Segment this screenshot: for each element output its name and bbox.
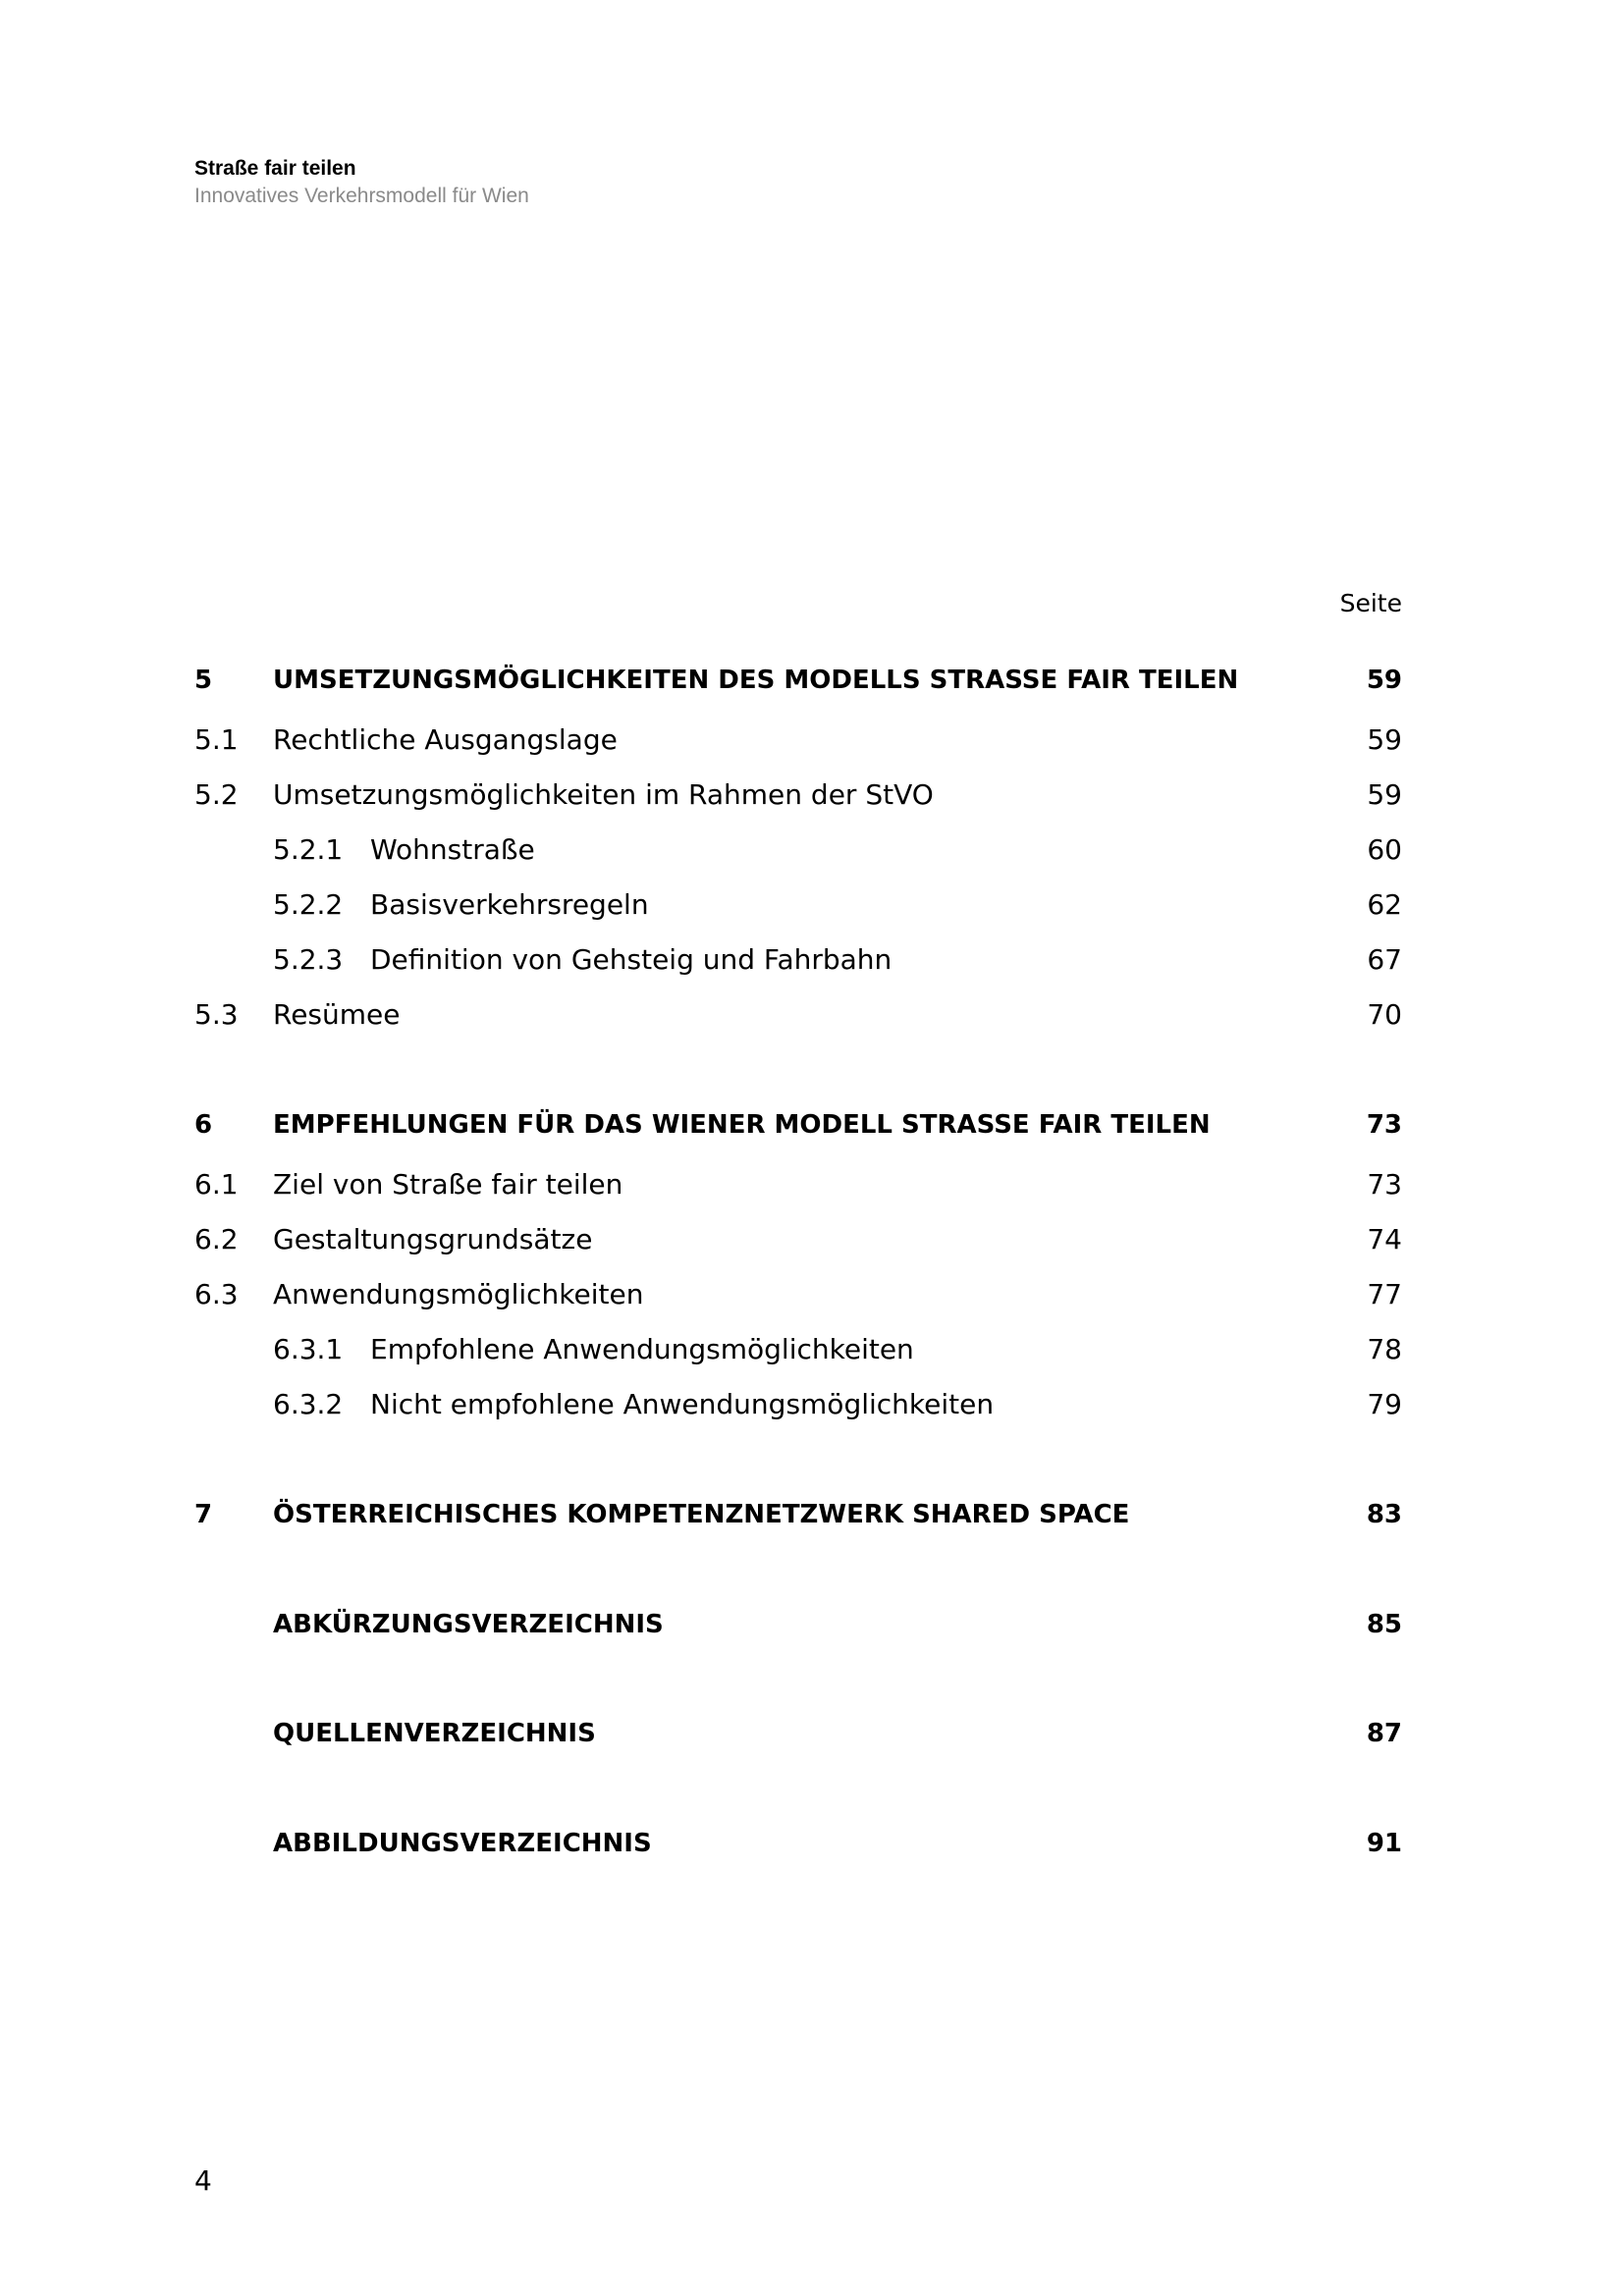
toc-entry-chapter[interactable] (194, 663, 1402, 698)
toc-entry-title: ABBILDUNGSVERZEICHNIS (273, 1829, 652, 1858)
toc-entry-subsection[interactable] (194, 887, 1402, 923)
toc-entry-section[interactable] (194, 722, 1402, 758)
toc-entry-chapter[interactable] (194, 1607, 1402, 1642)
toc-entry-number: 7 (194, 1500, 213, 1529)
toc-entry-page: 78 (1367, 1333, 1402, 1365)
toc-entry-page: 73 (1366, 1110, 1402, 1140)
toc-entry-page: 83 (1366, 1500, 1402, 1529)
toc-entry-title: EMPFEHLUNGEN FÜR DAS WIENER MODELL STRASSE FAIR TEILEN (273, 1110, 1211, 1140)
toc-entry-number: 5.3 (194, 998, 239, 1031)
toc-entry-page: 73 (1367, 1168, 1402, 1201)
toc-entry-title: UMSETZUNGSMÖGLICHKEITEN DES MODELLS STRASSE FAIR TEILEN (273, 666, 1239, 695)
toc-entry-page: 67 (1367, 943, 1402, 976)
toc-entry-title: Anwendungsmöglichkeiten (273, 1278, 644, 1310)
toc-entry-number: 5 (194, 666, 213, 695)
toc-entry-page: 91 (1366, 1829, 1402, 1858)
toc-entry-section[interactable] (194, 997, 1402, 1033)
toc-entry-title: Gestaltungsgrundsätze (273, 1223, 593, 1255)
toc-entry-page: 59 (1367, 778, 1402, 811)
toc-entry-title: QUELLENVERZEICHNIS (273, 1719, 596, 1748)
toc-entry-section[interactable] (194, 777, 1402, 813)
table-of-contents (194, 0, 1402, 2296)
toc-entry-title: Rechtliche Ausgangslage (273, 723, 618, 756)
toc-entry-title: Nicht empfohlene Anwendungsmöglichkeiten (370, 1388, 995, 1420)
toc-entry-chapter[interactable] (194, 1497, 1402, 1532)
toc-entry-page: 59 (1367, 723, 1402, 756)
toc-entry-title: Basisverkehrsregeln (370, 888, 649, 921)
toc-entry-number: 5.2.1 (273, 833, 344, 866)
toc-entry-page: 87 (1366, 1719, 1402, 1748)
toc-entry-number: 6.2 (194, 1223, 239, 1255)
toc-entry-page: 77 (1367, 1278, 1402, 1310)
toc-entry-number: 5.2.2 (273, 888, 344, 921)
toc-entry-page: 85 (1366, 1610, 1402, 1639)
toc-entry-subsection[interactable] (194, 1332, 1402, 1367)
toc-entry-number: 6 (194, 1110, 213, 1140)
toc-entry-page: 62 (1367, 888, 1402, 921)
toc-entry-section[interactable] (194, 1222, 1402, 1257)
toc-entry-number: 5.2 (194, 778, 239, 811)
toc-entry-subsection[interactable] (194, 832, 1402, 868)
document-title: Straße fair teilen (194, 157, 356, 180)
toc-entry-page: 59 (1366, 666, 1402, 695)
toc-entry-title: Definition von Gehsteig und Fahrbahn (370, 943, 893, 976)
toc-entry-number: 6.3.2 (273, 1388, 344, 1420)
toc-entry-page: 74 (1367, 1223, 1402, 1255)
toc-entry-title: ABKÜRZUNGSVERZEICHNIS (273, 1610, 664, 1639)
toc-entry-number: 5.1 (194, 723, 239, 756)
document-subtitle: Innovatives Verkehrsmodell für Wien (194, 185, 529, 207)
toc-entry-section[interactable] (194, 1167, 1402, 1202)
toc-entry-title: Ziel von Straße fair teilen (273, 1168, 623, 1201)
toc-entry-title: Wohnstraße (370, 833, 535, 866)
toc-entry-title: Umsetzungsmöglichkeiten im Rahmen der StVO (273, 778, 934, 811)
toc-entry-title: ÖSTERREICHISCHES KOMPETENZNETZWERK SHARED SPACE (273, 1500, 1130, 1529)
toc-entry-section[interactable] (194, 1277, 1402, 1312)
toc-entry-number: 6.3 (194, 1278, 239, 1310)
page-number: 4 (194, 2164, 212, 2197)
toc-entry-chapter[interactable] (194, 1716, 1402, 1751)
toc-entry-chapter[interactable] (194, 1107, 1402, 1143)
toc-entry-title: Resümee (273, 998, 401, 1031)
page-column-label: Seite (1339, 589, 1402, 617)
toc-entry-chapter[interactable] (194, 1826, 1402, 1861)
toc-entry-number: 6.3.1 (273, 1333, 344, 1365)
toc-entry-number: 6.1 (194, 1168, 239, 1201)
toc-entry-page: 79 (1367, 1388, 1402, 1420)
toc-entry-number: 5.2.3 (273, 943, 344, 976)
toc-entry-subsection[interactable] (194, 1387, 1402, 1422)
toc-entry-page: 60 (1367, 833, 1402, 866)
toc-entry-subsection[interactable] (194, 942, 1402, 978)
toc-entry-title: Empfohlene Anwendungsmöglichkeiten (370, 1333, 914, 1365)
toc-entry-page: 70 (1367, 998, 1402, 1031)
